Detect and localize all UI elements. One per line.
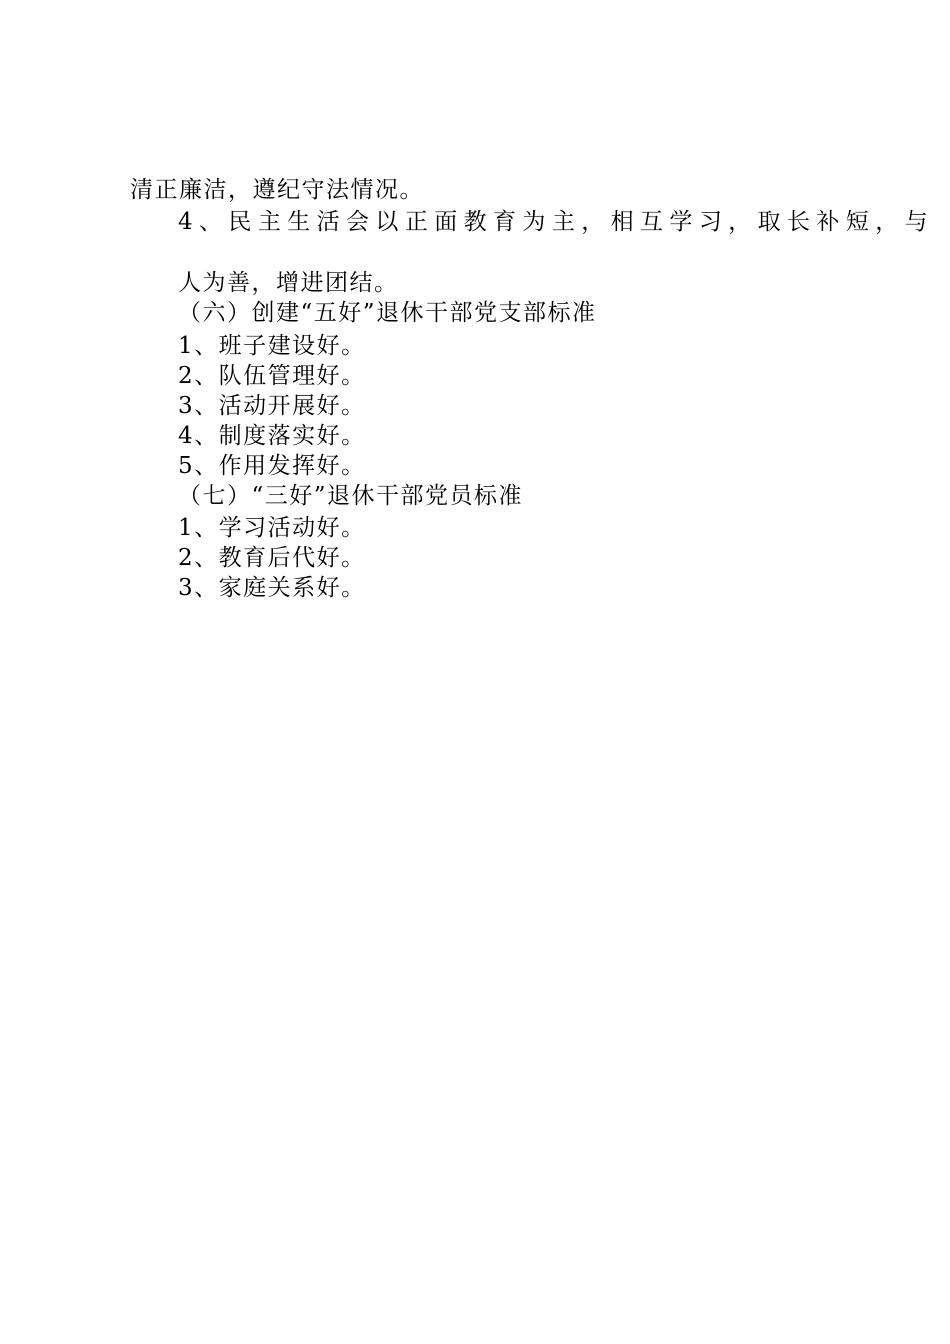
- list-item: 1、学习活动好。: [178, 515, 366, 541]
- list-item: 2、教育后代好。: [178, 545, 366, 571]
- paragraph-line: 4、民主生活会以正面教育为主，相互学习，取长补短，与: [178, 209, 935, 235]
- section-heading: （六）创建“五好”退休干部党支部标准: [178, 300, 597, 326]
- list-item: 3、家庭关系好。: [178, 575, 366, 601]
- list-item: 5、作用发挥好。: [178, 453, 366, 479]
- paragraph-line: 人为善，增进团结。: [178, 270, 399, 296]
- paragraph-line: 清正廉洁，遵纪守法情况。: [130, 177, 424, 203]
- section-heading: （七）“三好”退休干部党员标准: [178, 483, 524, 509]
- list-item: 4、制度落实好。: [178, 423, 366, 449]
- list-item: 3、活动开展好。: [178, 393, 366, 419]
- list-item: 1、班子建设好。: [178, 333, 366, 359]
- list-item: 2、队伍管理好。: [178, 363, 366, 389]
